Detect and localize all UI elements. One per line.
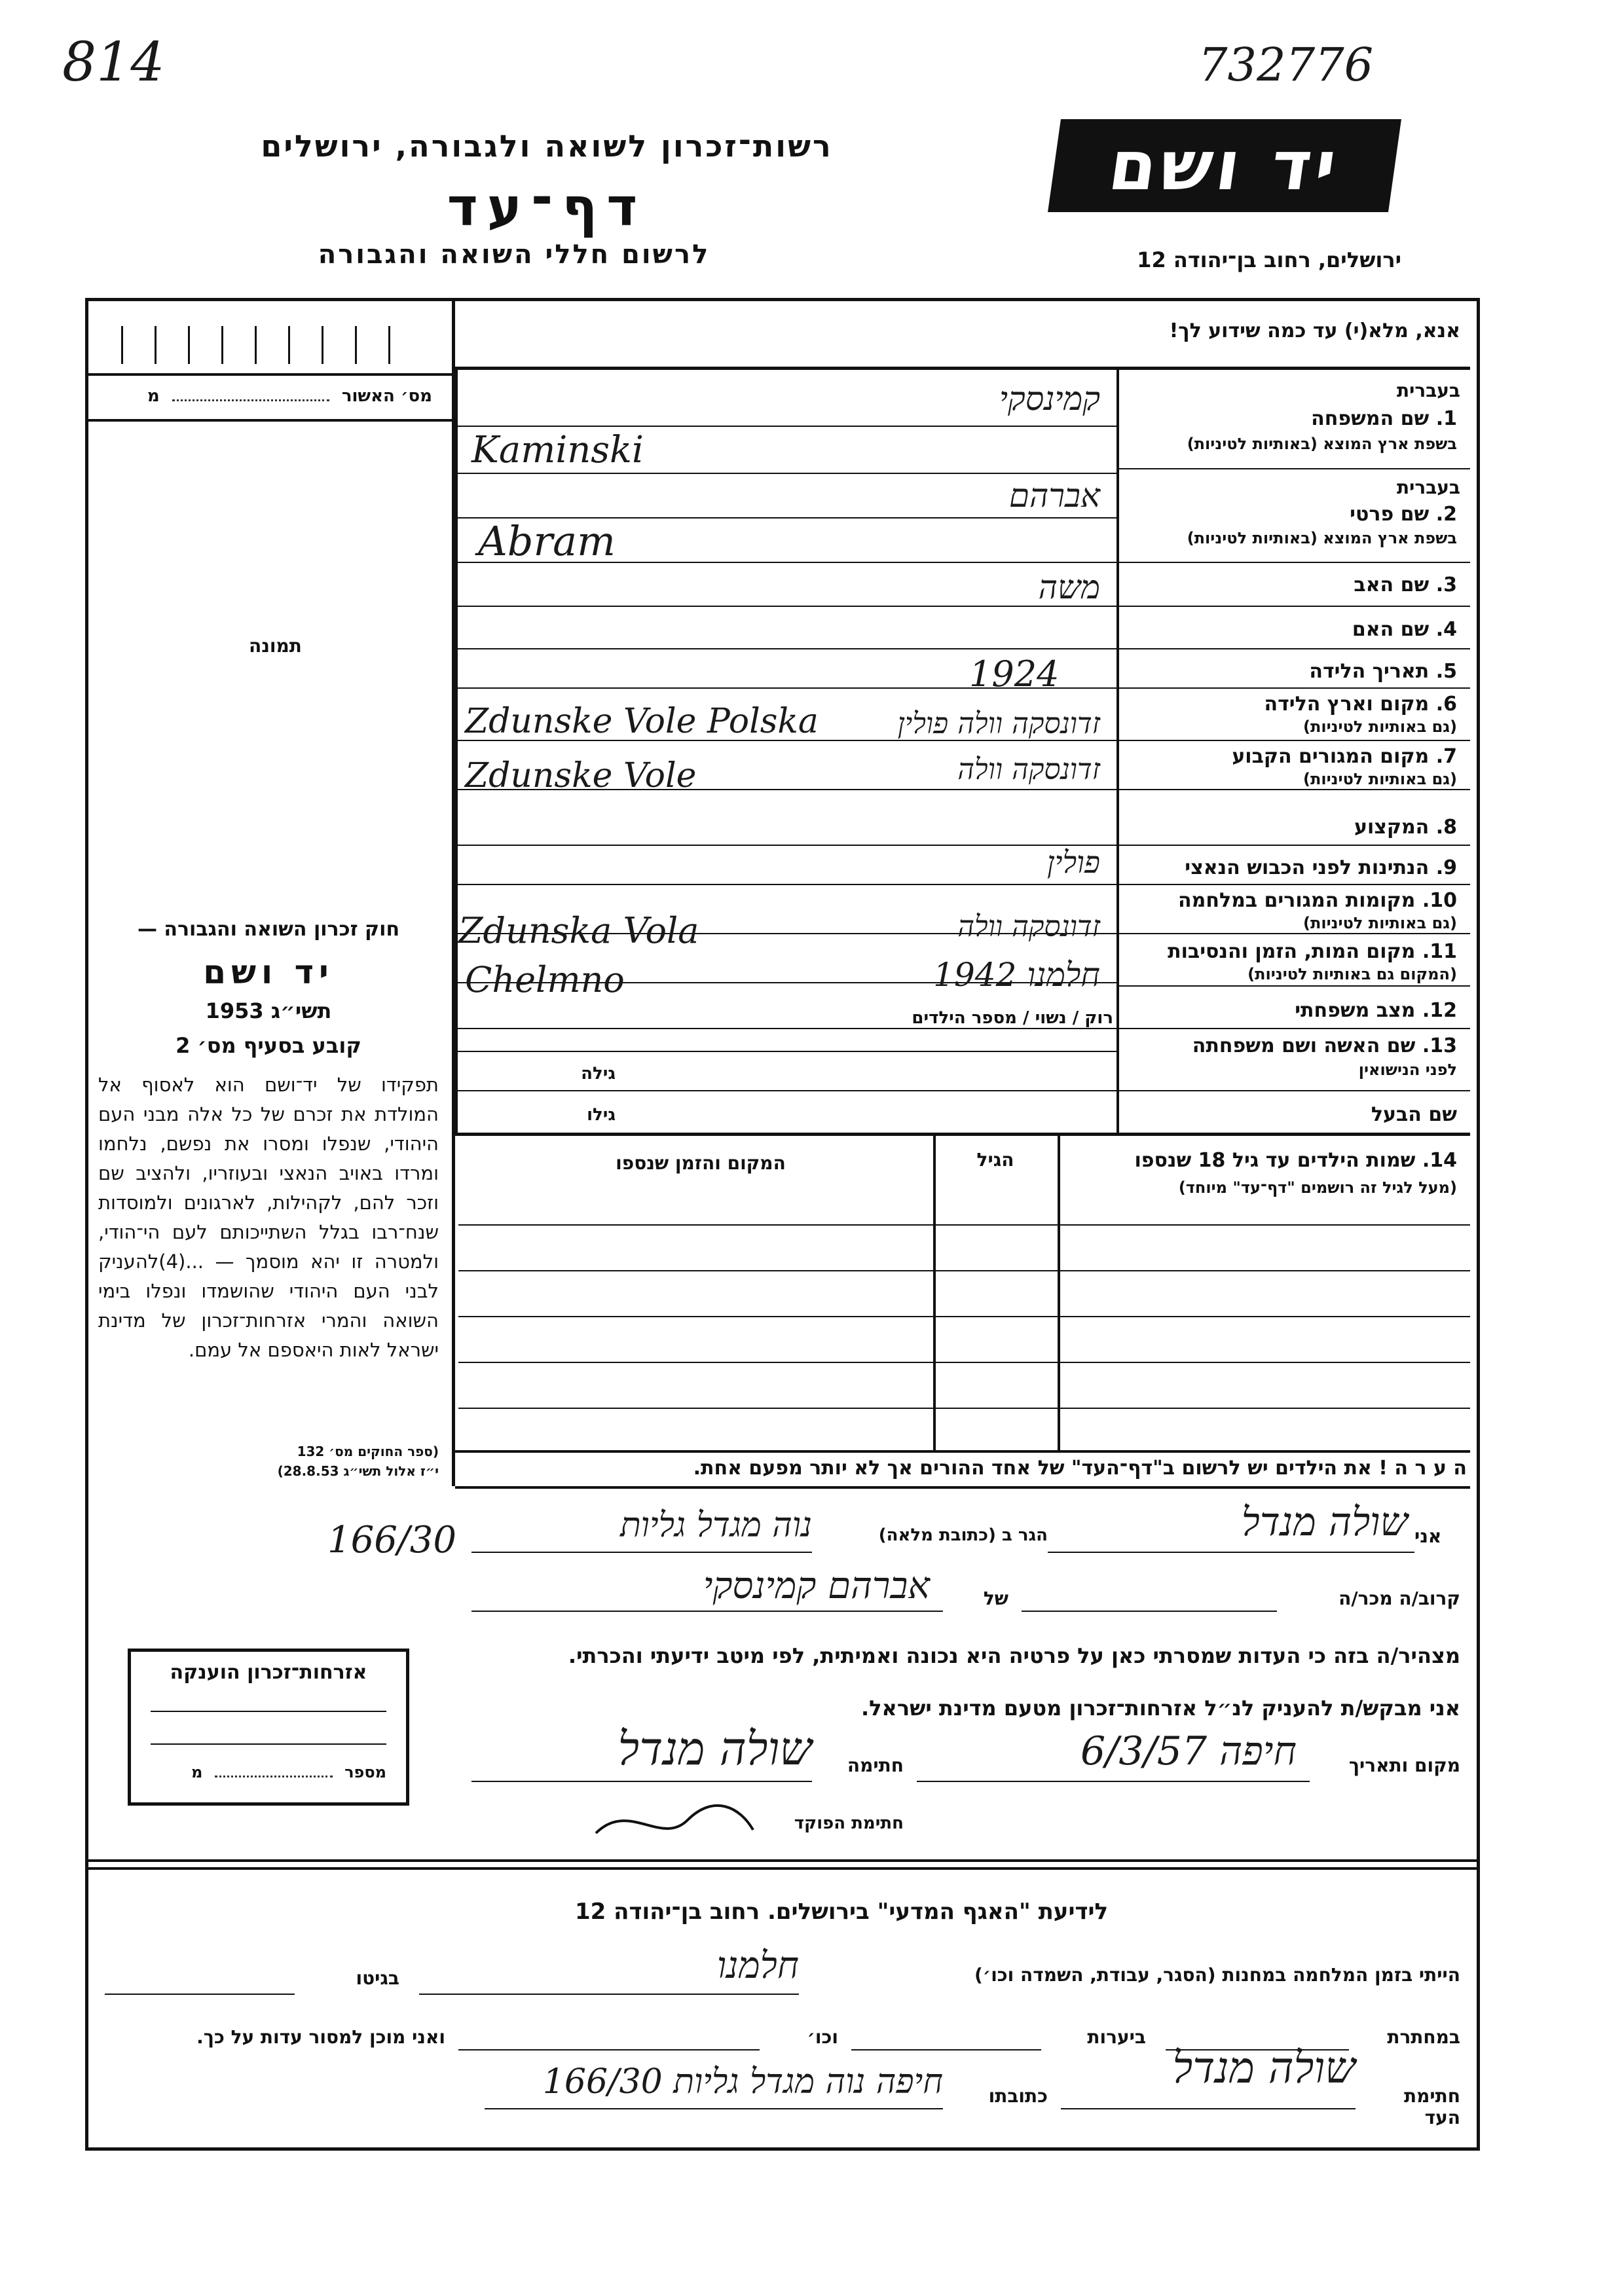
field-3-label: 3. שם האב bbox=[1354, 574, 1457, 596]
law-title: חוק זכרון השואה והגבורה — bbox=[137, 918, 400, 941]
field-1-value-latin: Kaminski bbox=[471, 429, 644, 471]
children-col-age: הגיל bbox=[976, 1149, 1014, 1171]
law-text: תפקידו של יד־ושם הוא לאסוף אל המולדת את זכרם של כל אלה מבני העם היהודי, שנפלו ומסרו את נפשם, נלחמו ומרדו באויב הנאצי ובעוזריו, ולהציב שם וזכר להם, לקהילות, לארגונים ולמוסדות שנח־רבו בגלל השתייכותם לעם הי־הודי, ולמטרה זו יהא מוסמך — ...(4)להעניק לבני העם היהודי שהושמדו ונפלו בימי השואה והמרי אזרחות־זכרון של מדינת ישראל לאות היאספם אל עמם. bbox=[98, 1074, 439, 1361]
field-13-label: 13. שם האשה ושם משפחתה bbox=[1192, 1034, 1457, 1057]
decl-i-label: אני bbox=[1414, 1525, 1442, 1547]
decl-statement: מצהיר/ה בזה כי העדות שמסרתי כאן על פרטיה היא נכונה ואמיתית, לפי מיטב ידיעתי והכרתי. bbox=[568, 1643, 1460, 1668]
husband-label: שם הבעל bbox=[1371, 1103, 1457, 1126]
decl-address: נוה מגדל גליות bbox=[619, 1506, 812, 1545]
witness-title: לידיעת "האגף המדעי" בירושלים. רחוב בן־יהודה 12 bbox=[574, 1899, 1109, 1925]
officer-signature-scribble bbox=[589, 1794, 760, 1853]
field-5-value: 1924 bbox=[969, 653, 1060, 695]
husband-age-label: גילו bbox=[587, 1105, 616, 1125]
field-1-hebrew-tag: בעברית bbox=[1396, 380, 1460, 401]
form-title: דף־עד bbox=[447, 177, 647, 238]
field-13-sub: לפני הנישואין bbox=[1358, 1061, 1457, 1079]
field-4-label: 4. שם האם bbox=[1352, 618, 1457, 641]
field-7-sub: (גם באותיות לטיניות) bbox=[1303, 770, 1457, 788]
witness-line1-label: הייתי בזמן המלחמה במחנות (הסגר, עבודת, השמדה וכו׳) bbox=[974, 1964, 1460, 1986]
law-section: קובע בסעיף מס׳ 2 bbox=[175, 1033, 361, 1058]
field-8-label: 8. המקצוע bbox=[1354, 816, 1457, 839]
decl-signature-label: חתימה bbox=[847, 1755, 904, 1776]
field-6-sub: (גם באותיות לטיניות) bbox=[1303, 718, 1457, 736]
field-9-label: 9. הנתינות לפני הכבוש הנאצי bbox=[1185, 856, 1457, 879]
photo-label: תמונה bbox=[249, 635, 302, 657]
law-name: יד ושם bbox=[203, 953, 334, 991]
approval-number-label: מס׳ האשור bbox=[341, 386, 432, 406]
children-col-place: המקום והזמן שנספו bbox=[616, 1152, 786, 1174]
witness-signature-label: חתימת העד bbox=[1404, 2085, 1460, 2128]
decl-officer-label: חתימת הפוקד bbox=[794, 1813, 904, 1833]
decl-signature: שולה מנדל bbox=[618, 1722, 812, 1776]
witness-forests-label: ביערות bbox=[1087, 2026, 1146, 2048]
decl-place-date-label: מקום ותאריך bbox=[1348, 1755, 1460, 1776]
witness-underground-label: במחתרת bbox=[1387, 2026, 1460, 2048]
note-text: ה ע ר ה ! את הילדים יש לרשום ב"דף־העד" של אחד ההורים אך לא יותר מפעם אחת. bbox=[693, 1457, 1467, 1480]
field-9-value: פולין bbox=[1046, 845, 1100, 880]
field-7-value-latin: Zdunske Vole bbox=[465, 756, 697, 795]
citizenship-box bbox=[128, 1649, 409, 1806]
field-7-value-he: זדונסקה וולה bbox=[957, 753, 1100, 786]
field-7-label: 7. מקום המגורים הקבוע bbox=[1232, 745, 1457, 768]
approval-ticks bbox=[121, 326, 422, 367]
approval-number-mark: מ bbox=[147, 386, 160, 406]
decl-witness-name: שולה מנדל bbox=[1241, 1499, 1408, 1545]
decl-request: אני מבקש/ת להעניק לנ״ל אזרחות־זכרון מטעם מדינת ישראל. bbox=[861, 1696, 1460, 1721]
field-6-label: 6. מקום וארץ הלידה bbox=[1264, 693, 1457, 716]
decl-place-date: חיפה 6/3/57 bbox=[1080, 1728, 1297, 1774]
decl-relation-label: קרוב/ה מכר/ה bbox=[1338, 1588, 1460, 1609]
archive-number: 814 bbox=[62, 31, 165, 94]
witness-camps: חלמנו bbox=[716, 1944, 799, 1987]
approval-number-row bbox=[105, 386, 432, 406]
field-6-value-he: זדונסקה וולה פולין bbox=[897, 707, 1100, 740]
wife-age-label: גילה bbox=[581, 1064, 616, 1084]
citizenship-box-number: מספר bbox=[344, 1763, 386, 1781]
field-11-value-latin: Chelmno bbox=[465, 959, 625, 1000]
field-6-value-latin: Zdunske Vole Polska bbox=[465, 702, 819, 741]
field-10-sub: (גם באותיות לטיניות) bbox=[1303, 914, 1457, 932]
field-2-hebrew-tag: בעברית bbox=[1396, 477, 1460, 498]
field-2-value-he: אברהם bbox=[1008, 477, 1100, 515]
org-title: רשות־זכרון לשואה ולגבורה, ירושלים bbox=[261, 128, 833, 164]
field-5-label: 5. תאריך הלידה bbox=[1309, 660, 1457, 683]
field-10-value-he: זדונסקה וולה bbox=[957, 910, 1100, 943]
children-subtitle: (מעל לגיל זה רושמים "דף־עד" מיוחד) bbox=[1178, 1178, 1457, 1197]
witness-address: חיפה נוה מגדל גליות 166/30 bbox=[542, 2062, 943, 2102]
field-2-value-latin: Abram bbox=[478, 517, 616, 565]
field-12-label: 12. מצב משפחתי bbox=[1295, 999, 1457, 1022]
form-subtitle: לרשום חללי השואה והגבורה bbox=[318, 240, 710, 270]
marital-options: רוק / נשוי / מספר הילדים bbox=[912, 1008, 1113, 1028]
law-footnote-1: (ספר החוקים מס׳ 132 bbox=[297, 1444, 439, 1459]
field-11-label: 11. מקום המות, הזמן והנסיבות bbox=[1168, 940, 1457, 963]
field-1-sub: בשפת ארץ המוצא (באותיות לטיניות) bbox=[1187, 435, 1457, 453]
citizenship-box-title: אזרחות־זכרון הוענקה bbox=[170, 1661, 367, 1684]
field-11-value-he: חלמנו 1942 bbox=[933, 956, 1100, 994]
item-number: 732776 bbox=[1198, 38, 1374, 92]
decl-relative-of: אברהם קמינסקי bbox=[703, 1565, 930, 1607]
law-year: תשי״ג 1953 bbox=[205, 998, 332, 1023]
law-footnote-2: י״ז אלול תשי״ג 28.8.53) bbox=[277, 1463, 439, 1479]
field-3-value: משה bbox=[1038, 568, 1100, 606]
witness-ready-label: ואני מוכן למסור עדות על כך. bbox=[196, 2026, 445, 2048]
decl-lives-at-label: הגר ב (כתובת מלאה) bbox=[878, 1525, 1048, 1545]
field-10-value-latin: Zdunska Vola bbox=[458, 910, 699, 951]
children-title: 14. שמות הילדים עד גיל 18 שנספו bbox=[1134, 1149, 1457, 1172]
witness-ghetto-label: בגיטו bbox=[356, 1967, 399, 1989]
decl-margin-ref: 166/30 bbox=[327, 1519, 457, 1561]
field-1-label: 1. שם המשפחה bbox=[1311, 407, 1457, 430]
header-address: ירושלים, רחוב בן־יהודה 12 bbox=[1137, 247, 1401, 272]
logo-text: יד ושם bbox=[1103, 126, 1346, 206]
citizenship-box-mark: מ bbox=[191, 1763, 203, 1781]
field-10-label: 10. מקומות המגורים במלחמה bbox=[1178, 889, 1457, 912]
decl-of-label: של bbox=[983, 1588, 1008, 1609]
witness-address-label: כתובתו bbox=[988, 2085, 1048, 2107]
field-1-value-he: קמינסקי bbox=[999, 380, 1100, 418]
field-2-label: 2. שם פרטי bbox=[1350, 503, 1457, 526]
witness-etc-label: וכו׳ bbox=[807, 2026, 838, 2048]
witness-signature: שולה מנדל bbox=[1172, 2043, 1356, 2093]
yad-vashem-logo bbox=[1048, 119, 1401, 212]
field-2-sub: בשפת ארץ המוצא (באותיות לטיניות) bbox=[1187, 529, 1457, 547]
field-11-sub: (המקום גם באותיות לטיניות) bbox=[1247, 965, 1457, 983]
intro-text: אנא, מלא(י) עד כמה שידוע לך! bbox=[1169, 319, 1460, 342]
